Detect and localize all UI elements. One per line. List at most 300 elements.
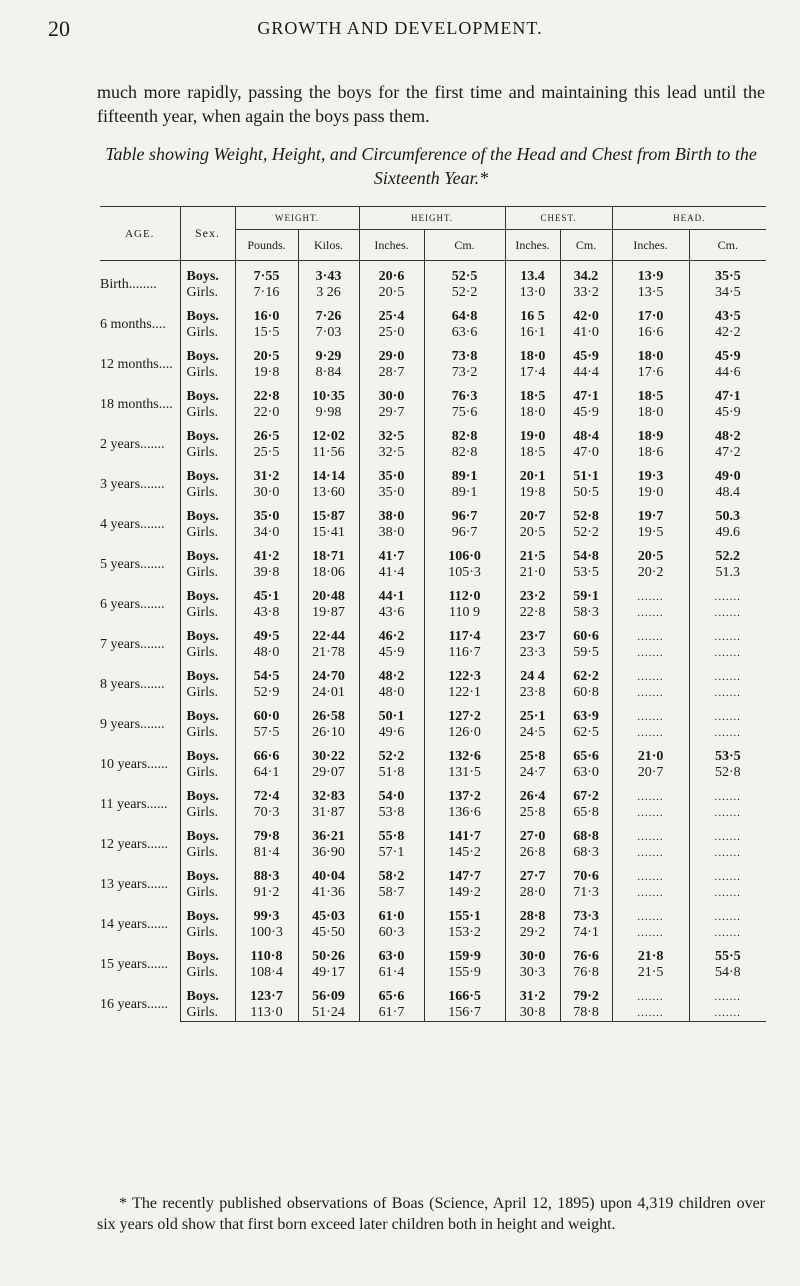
empty-cell: ....... — [689, 885, 766, 901]
empty-cell: ....... — [612, 629, 689, 645]
value-cell: 53·5 — [560, 565, 612, 581]
empty-cell: ....... — [612, 829, 689, 845]
value-cell: 131·5 — [424, 765, 505, 781]
table-row — [100, 685, 766, 701]
value-cell: 132·6 — [424, 749, 505, 765]
sex-label: Girls. — [180, 285, 235, 301]
empty-cell: ....... — [612, 709, 689, 725]
value-cell: 28·7 — [359, 365, 424, 381]
empty-cell: ....... — [612, 789, 689, 805]
value-cell: 7·03 — [298, 325, 359, 341]
value-cell: 26·10 — [298, 725, 359, 741]
age-label: 13 years...... — [100, 877, 169, 892]
sex-label: Girls. — [180, 845, 235, 861]
value-cell: 9·98 — [298, 405, 359, 421]
value-cell: 14·14 — [298, 469, 359, 485]
value-cell: 41·7 — [359, 549, 424, 565]
value-cell: 45·9 — [359, 645, 424, 661]
sex-label: Girls. — [180, 645, 235, 661]
value-cell: 3·43 — [298, 269, 359, 285]
value-cell: 41·36 — [298, 885, 359, 901]
table-row — [100, 1005, 766, 1022]
value-cell: 24·01 — [298, 685, 359, 701]
value-cell: 30·0 — [505, 949, 560, 965]
value-cell: 155·1 — [424, 909, 505, 925]
value-cell: 59·5 — [560, 645, 612, 661]
value-cell: 22·8 — [235, 389, 298, 405]
value-cell: 19·5 — [612, 525, 689, 541]
value-cell: 16·0 — [235, 309, 298, 325]
age-label: 5 years....... — [100, 557, 165, 572]
value-cell: 13·0 — [505, 285, 560, 301]
value-cell: 3 26 — [298, 285, 359, 301]
empty-cell: ....... — [689, 909, 766, 925]
value-cell: 18·5 — [612, 389, 689, 405]
table-row — [100, 805, 766, 821]
value-cell: 58·3 — [560, 605, 612, 621]
value-cell: 82·8 — [424, 445, 505, 461]
age-label: 18 months.... — [100, 397, 173, 412]
value-cell: 45·9 — [689, 349, 766, 365]
value-cell: 81·4 — [235, 845, 298, 861]
value-cell: 10·35 — [298, 389, 359, 405]
value-cell: 36·90 — [298, 845, 359, 861]
age-label: 10 years...... — [100, 757, 169, 772]
age-label: Birth........ — [100, 277, 157, 292]
sex-label: Girls. — [180, 725, 235, 741]
value-cell: 34·0 — [235, 525, 298, 541]
value-cell: 30·8 — [505, 1005, 560, 1022]
value-cell: 50·1 — [359, 709, 424, 725]
empty-cell: ....... — [612, 1005, 689, 1022]
value-cell: 33·2 — [560, 285, 612, 301]
value-cell: 67·2 — [560, 789, 612, 805]
value-cell: 12·02 — [298, 429, 359, 445]
value-cell: 49·6 — [359, 725, 424, 741]
value-cell: 70·6 — [560, 869, 612, 885]
value-cell: 155·9 — [424, 965, 505, 981]
sex-label: Boys. — [180, 989, 235, 1005]
value-cell: 32·83 — [298, 789, 359, 805]
value-cell: 147·7 — [424, 869, 505, 885]
value-cell: 78·8 — [560, 1005, 612, 1022]
value-cell: 26·5 — [235, 429, 298, 445]
value-cell: 25·5 — [235, 445, 298, 461]
value-cell: 60·0 — [235, 709, 298, 725]
value-cell: 34.2 — [560, 269, 612, 285]
value-cell: 141·7 — [424, 829, 505, 845]
value-cell: 20·5 — [359, 285, 424, 301]
table-row — [100, 565, 766, 581]
value-cell: 29·2 — [505, 925, 560, 941]
table-row — [100, 925, 766, 941]
subheader-pounds: Pounds. — [235, 230, 298, 261]
table-row — [100, 909, 766, 925]
sex-label: Girls. — [180, 765, 235, 781]
sex-label: Girls. — [180, 445, 235, 461]
value-cell: 73·3 — [560, 909, 612, 925]
value-cell: 61·7 — [359, 1005, 424, 1022]
table-row — [100, 605, 766, 621]
value-cell: 43·8 — [235, 605, 298, 621]
value-cell: 21·8 — [612, 949, 689, 965]
value-cell: 18·0 — [612, 405, 689, 421]
table-row — [100, 789, 766, 805]
value-cell: 62·5 — [560, 725, 612, 741]
value-cell: 18·5 — [505, 445, 560, 461]
value-cell: 25·8 — [505, 805, 560, 821]
empty-cell: ....... — [689, 845, 766, 861]
table-row — [100, 845, 766, 861]
value-cell: 136·6 — [424, 805, 505, 821]
value-cell: 96·7 — [424, 509, 505, 525]
value-cell: 18·71 — [298, 549, 359, 565]
value-cell: 149·2 — [424, 885, 505, 901]
value-cell: 72·4 — [235, 789, 298, 805]
value-cell: 25·1 — [505, 709, 560, 725]
empty-cell: ....... — [612, 645, 689, 661]
value-cell: 26·4 — [505, 789, 560, 805]
value-cell: 20·1 — [505, 469, 560, 485]
value-cell: 52·2 — [424, 285, 505, 301]
table-row — [100, 589, 766, 605]
value-cell: 47·0 — [560, 445, 612, 461]
value-cell: 21·5 — [505, 549, 560, 565]
value-cell: 15·87 — [298, 509, 359, 525]
value-cell: 55·8 — [359, 829, 424, 845]
age-label: 15 years...... — [100, 957, 169, 972]
table-row — [100, 509, 766, 525]
value-cell: 44·1 — [359, 589, 424, 605]
value-cell: 43·5 — [689, 309, 766, 325]
value-cell: 23·2 — [505, 589, 560, 605]
empty-cell: ....... — [689, 925, 766, 941]
value-cell: 20·5 — [505, 525, 560, 541]
value-cell: 52.2 — [689, 549, 766, 565]
value-cell: 20·6 — [359, 269, 424, 285]
value-cell: 100·3 — [235, 925, 298, 941]
growth-table — [100, 206, 766, 1022]
sex-label: Girls. — [180, 565, 235, 581]
value-cell: 52·2 — [560, 525, 612, 541]
value-cell: 22·0 — [235, 405, 298, 421]
value-cell: 44·4 — [560, 365, 612, 381]
age-label: 14 years...... — [100, 917, 169, 932]
value-cell: 60·8 — [560, 685, 612, 701]
value-cell: 15·41 — [298, 525, 359, 541]
value-cell: 18·9 — [612, 429, 689, 445]
value-cell: 21·0 — [505, 565, 560, 581]
empty-cell: ....... — [689, 645, 766, 661]
group-header-height: HEIGHT. — [359, 207, 505, 230]
value-cell: 32·5 — [359, 445, 424, 461]
value-cell: 41·0 — [560, 325, 612, 341]
footnote: * The recently published observations of Boas (Science, April 12, 1895) upon 4,319 children over six years old show that first born exceed later children both in height and weight. — [97, 1195, 765, 1233]
value-cell: 18·0 — [505, 349, 560, 365]
sex-label: Boys. — [180, 389, 235, 405]
value-cell: 58·7 — [359, 885, 424, 901]
value-cell: 156·7 — [424, 1005, 505, 1022]
value-cell: 18·06 — [298, 565, 359, 581]
value-cell: 24·70 — [298, 669, 359, 685]
value-cell: 13·5 — [612, 285, 689, 301]
value-cell: 53·5 — [689, 749, 766, 765]
value-cell: 25·8 — [505, 749, 560, 765]
value-cell: 145·2 — [424, 845, 505, 861]
value-cell: 60·3 — [359, 925, 424, 941]
value-cell: 40·04 — [298, 869, 359, 885]
sex-label: Girls. — [180, 365, 235, 381]
value-cell: 20·7 — [612, 765, 689, 781]
value-cell: 89·1 — [424, 485, 505, 501]
empty-cell: ....... — [689, 1005, 766, 1022]
value-cell: 65·8 — [560, 805, 612, 821]
empty-cell: ....... — [612, 669, 689, 685]
value-cell: 57·1 — [359, 845, 424, 861]
value-cell: 50·5 — [560, 485, 612, 501]
sex-label: Boys. — [180, 469, 235, 485]
table-row — [100, 749, 766, 765]
sex-label: Girls. — [180, 965, 235, 981]
value-cell: 71·3 — [560, 885, 612, 901]
value-cell: 17·4 — [505, 365, 560, 381]
value-cell: 25·4 — [359, 309, 424, 325]
value-cell: 20·2 — [612, 565, 689, 581]
value-cell: 105·3 — [424, 565, 505, 581]
empty-cell: ....... — [612, 589, 689, 605]
empty-cell: ....... — [612, 725, 689, 741]
value-cell: 45·9 — [560, 405, 612, 421]
subheader-head-cm: Cm. — [689, 230, 766, 261]
table-row — [100, 349, 766, 365]
value-cell: 19·8 — [235, 365, 298, 381]
value-cell: 64·1 — [235, 765, 298, 781]
value-cell: 48·0 — [235, 645, 298, 661]
sex-label: Boys. — [180, 429, 235, 445]
empty-cell: ....... — [612, 869, 689, 885]
subheader-chest-inches: Inches. — [505, 230, 560, 261]
sex-label: Girls. — [180, 485, 235, 501]
value-cell: 38·0 — [359, 525, 424, 541]
value-cell: 13·9 — [612, 269, 689, 285]
value-cell: 47·1 — [689, 389, 766, 405]
table-row — [100, 469, 766, 485]
value-cell: 35·0 — [235, 509, 298, 525]
empty-cell: ....... — [612, 989, 689, 1005]
page-number: 20 — [48, 16, 70, 41]
sex-label: Girls. — [180, 685, 235, 701]
empty-cell: ....... — [689, 709, 766, 725]
value-cell: 45·9 — [560, 349, 612, 365]
age-label: 16 years...... — [100, 997, 169, 1013]
table-row — [100, 669, 766, 685]
age-label: 2 years....... — [100, 437, 165, 452]
sex-label: Boys. — [180, 269, 235, 285]
empty-cell: ....... — [612, 805, 689, 821]
page-header — [0, 16, 800, 46]
sex-label: Girls. — [180, 885, 235, 901]
sex-label: Boys. — [180, 349, 235, 365]
value-cell: 51.3 — [689, 565, 766, 581]
value-cell: 112·0 — [424, 589, 505, 605]
value-cell: 30·0 — [359, 389, 424, 405]
value-cell: 17·0 — [612, 309, 689, 325]
value-cell: 34·5 — [689, 285, 766, 301]
group-header-chest: CHEST. — [505, 207, 612, 230]
value-cell: 18·5 — [505, 389, 560, 405]
value-cell: 48.4 — [689, 485, 766, 501]
sex-label: Boys. — [180, 589, 235, 605]
value-cell: 48·4 — [560, 429, 612, 445]
empty-cell: ....... — [689, 829, 766, 845]
value-cell: 50.3 — [689, 509, 766, 525]
value-cell: 19·3 — [612, 469, 689, 485]
value-cell: 122·3 — [424, 669, 505, 685]
subheader-height-cm: Cm. — [424, 230, 505, 261]
value-cell: 19·7 — [612, 509, 689, 525]
table-row — [100, 949, 766, 965]
value-cell: 110·8 — [235, 949, 298, 965]
value-cell: 29·07 — [298, 765, 359, 781]
value-cell: 110 9 — [424, 605, 505, 621]
empty-cell: ....... — [689, 589, 766, 605]
value-cell: 41·2 — [235, 549, 298, 565]
value-cell: 79·2 — [560, 989, 612, 1005]
value-cell: 137·2 — [424, 789, 505, 805]
value-cell: 116·7 — [424, 645, 505, 661]
value-cell: 63·0 — [359, 949, 424, 965]
empty-cell: ....... — [689, 789, 766, 805]
table-caption: Table showing Weight, Height, and Circumference of the Head and Chest from Birth to the Sixteenth Year.* — [105, 144, 757, 188]
empty-cell: ....... — [612, 909, 689, 925]
age-label: 4 years....... — [100, 517, 165, 532]
value-cell: 76·6 — [560, 949, 612, 965]
value-cell: 70·3 — [235, 805, 298, 821]
value-cell: 45·50 — [298, 925, 359, 941]
intro-paragraph: much more rapidly, passing the boys for the first time and maintaining this lead until the fifteenth year, when again the boys pass them. — [97, 82, 765, 126]
value-cell: 54·0 — [359, 789, 424, 805]
empty-cell: ....... — [612, 925, 689, 941]
value-cell: 31·2 — [235, 469, 298, 485]
running-head: GROWTH AND DEVELOPMENT. — [257, 18, 543, 38]
value-cell: 66·6 — [235, 749, 298, 765]
value-cell: 64·8 — [424, 309, 505, 325]
table-row — [100, 309, 766, 325]
value-cell: 19·0 — [612, 485, 689, 501]
value-cell: 17·6 — [612, 365, 689, 381]
value-cell: 42·2 — [689, 325, 766, 341]
value-cell: 65·6 — [560, 749, 612, 765]
table-row — [100, 445, 766, 461]
value-cell: 18·0 — [505, 405, 560, 421]
value-cell: 42·0 — [560, 309, 612, 325]
table-row — [100, 285, 766, 301]
subheader-chest-cm: Cm. — [560, 230, 612, 261]
value-cell: 32·5 — [359, 429, 424, 445]
table-row — [100, 645, 766, 661]
group-header-head: HEAD. — [612, 207, 766, 230]
value-cell: 8·84 — [298, 365, 359, 381]
value-cell: 19·0 — [505, 429, 560, 445]
value-cell: 23·7 — [505, 629, 560, 645]
table-row — [100, 405, 766, 421]
sex-label: Boys. — [180, 909, 235, 925]
value-cell: 53·8 — [359, 805, 424, 821]
value-cell: 57·5 — [235, 725, 298, 741]
value-cell: 159·9 — [424, 949, 505, 965]
value-cell: 44·6 — [689, 365, 766, 381]
table-row — [100, 365, 766, 381]
value-cell: 108·4 — [235, 965, 298, 981]
table-row — [100, 989, 766, 1005]
table-row — [100, 389, 766, 405]
sex-label: Boys. — [180, 869, 235, 885]
value-cell: 41·4 — [359, 565, 424, 581]
value-cell: 27·7 — [505, 869, 560, 885]
value-cell: 54·5 — [235, 669, 298, 685]
value-cell: 51·1 — [560, 469, 612, 485]
sex-label: Boys. — [180, 709, 235, 725]
value-cell: 48·2 — [689, 429, 766, 445]
value-cell: 24·7 — [505, 765, 560, 781]
value-cell: 47·2 — [689, 445, 766, 461]
value-cell: 36·21 — [298, 829, 359, 845]
sex-label: Girls. — [180, 525, 235, 541]
empty-cell: ....... — [612, 605, 689, 621]
sex-label: Boys. — [180, 509, 235, 525]
value-cell: 127·2 — [424, 709, 505, 725]
value-cell: 96·7 — [424, 525, 505, 541]
empty-cell: ....... — [689, 669, 766, 685]
table-row — [100, 629, 766, 645]
value-cell: 9·29 — [298, 349, 359, 365]
table-row — [100, 429, 766, 445]
table-row — [100, 709, 766, 725]
empty-cell: ....... — [689, 725, 766, 741]
value-cell: 39·8 — [235, 565, 298, 581]
value-cell: 38·0 — [359, 509, 424, 525]
value-cell: 23·3 — [505, 645, 560, 661]
value-cell: 26·8 — [505, 845, 560, 861]
sex-header: Sex. — [180, 207, 235, 261]
value-cell: 35·5 — [689, 269, 766, 285]
empty-cell: ....... — [612, 845, 689, 861]
value-cell: 23·8 — [505, 685, 560, 701]
sex-label: Boys. — [180, 749, 235, 765]
value-cell: 29·0 — [359, 349, 424, 365]
value-cell: 52·8 — [560, 509, 612, 525]
table-row — [100, 965, 766, 981]
table-row — [100, 549, 766, 565]
value-cell: 45·9 — [689, 405, 766, 421]
value-cell: 28·0 — [505, 885, 560, 901]
value-cell: 58·2 — [359, 869, 424, 885]
sex-label: Boys. — [180, 549, 235, 565]
subheader-kilos: Kilos. — [298, 230, 359, 261]
table-row — [100, 725, 766, 741]
age-label: 6 months.... — [100, 317, 166, 332]
value-cell: 91·2 — [235, 885, 298, 901]
age-label: 6 years....... — [100, 597, 165, 612]
sex-label: Girls. — [180, 405, 235, 421]
value-cell: 89·1 — [424, 469, 505, 485]
sex-label: Boys. — [180, 309, 235, 325]
sex-label: Boys. — [180, 669, 235, 685]
value-cell: 15·5 — [235, 325, 298, 341]
sex-label: Girls. — [180, 325, 235, 341]
value-cell: 60·6 — [560, 629, 612, 645]
value-cell: 54·8 — [689, 965, 766, 981]
